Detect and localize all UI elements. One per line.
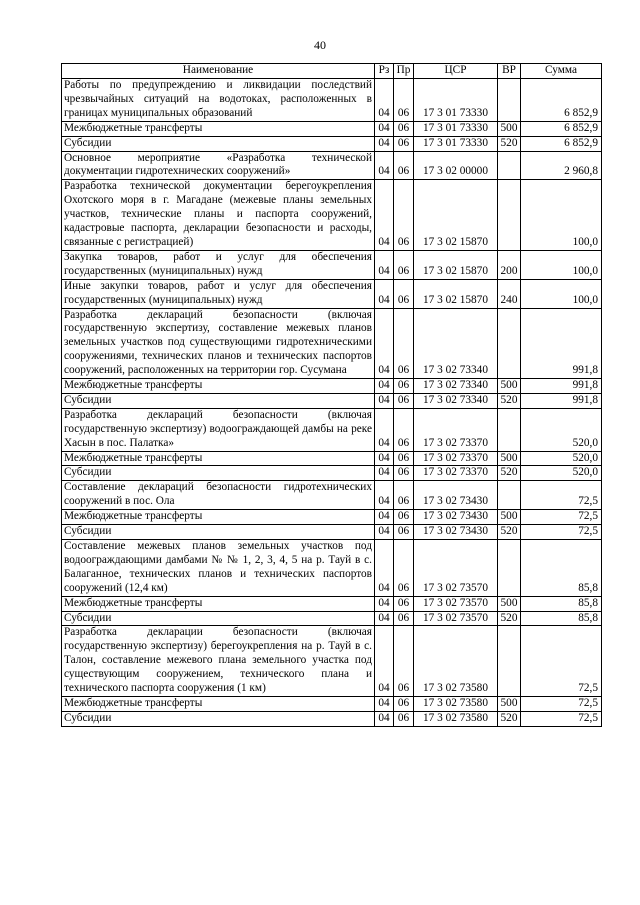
row-name: Разработка деклараций безопасности (включая государственную экспертизу, составление межевых планов земельных участков под существующими гидротехническими сооружениями, технических планов и технических паспортов сооружений, расположенных на территории гор. Сусумана bbox=[62, 308, 375, 379]
row-name: Межбюджетные трансферты bbox=[62, 451, 375, 466]
row-sum: 520,0 bbox=[521, 451, 602, 466]
row-sum: 72,5 bbox=[521, 696, 602, 711]
row-pr: 06 bbox=[394, 481, 414, 510]
row-name: Закупка товаров, работ и услуг для обеспечения государственных (муниципальных) нужд bbox=[62, 250, 375, 279]
row-csr: 17 3 02 15870 bbox=[414, 279, 498, 308]
row-rz: 04 bbox=[375, 79, 394, 122]
row-name: Разработка декларации безопасности (включая государственную экспертизу) берегоукрепления на р. Тауй в с. Талон, составление межевого плана земельного участка под существующим сооружением, технического плана и технического паспорта сооружения (1 км) bbox=[62, 626, 375, 697]
table-row bbox=[62, 308, 602, 379]
row-rz: 04 bbox=[375, 451, 394, 466]
row-csr: 17 3 02 73570 bbox=[414, 540, 498, 597]
row-vr bbox=[498, 79, 521, 122]
row-sum: 100,0 bbox=[521, 180, 602, 251]
row-sum: 520,0 bbox=[521, 466, 602, 481]
budget-table bbox=[61, 63, 602, 727]
row-name: Работы по предупреждению и ликвидации последствий чрезвычайных ситуаций на водотоках, расположенных в границах муниципальных образований bbox=[62, 79, 375, 122]
table-row bbox=[62, 611, 602, 626]
row-vr: 500 bbox=[498, 121, 521, 136]
row-rz: 04 bbox=[375, 250, 394, 279]
table-row bbox=[62, 279, 602, 308]
row-pr: 06 bbox=[394, 79, 414, 122]
row-vr: 200 bbox=[498, 250, 521, 279]
row-name: Субсидии bbox=[62, 393, 375, 408]
row-pr: 06 bbox=[394, 510, 414, 525]
row-vr bbox=[498, 308, 521, 379]
row-vr: 500 bbox=[498, 510, 521, 525]
row-pr: 06 bbox=[394, 136, 414, 151]
row-rz: 04 bbox=[375, 408, 394, 451]
row-rz: 04 bbox=[375, 611, 394, 626]
row-sum: 2 960,8 bbox=[521, 151, 602, 180]
row-sum: 72,5 bbox=[521, 525, 602, 540]
row-csr: 17 3 02 73430 bbox=[414, 481, 498, 510]
row-pr: 06 bbox=[394, 408, 414, 451]
row-pr: 06 bbox=[394, 279, 414, 308]
row-pr: 06 bbox=[394, 626, 414, 697]
table-row bbox=[62, 408, 602, 451]
row-pr: 06 bbox=[394, 308, 414, 379]
row-name: Межбюджетные трансферты bbox=[62, 696, 375, 711]
table-row bbox=[62, 481, 602, 510]
row-sum: 72,5 bbox=[521, 626, 602, 697]
row-csr: 17 3 02 73580 bbox=[414, 711, 498, 726]
row-csr: 17 3 02 15870 bbox=[414, 180, 498, 251]
row-sum: 72,5 bbox=[521, 510, 602, 525]
row-vr: 520 bbox=[498, 393, 521, 408]
row-rz: 04 bbox=[375, 540, 394, 597]
row-rz: 04 bbox=[375, 525, 394, 540]
row-sum: 100,0 bbox=[521, 279, 602, 308]
row-vr bbox=[498, 408, 521, 451]
table-row bbox=[62, 79, 602, 122]
row-sum: 991,8 bbox=[521, 308, 602, 379]
table-body bbox=[62, 79, 602, 727]
header-name: Наименование bbox=[62, 64, 375, 79]
row-name: Межбюджетные трансферты bbox=[62, 510, 375, 525]
table-row bbox=[62, 510, 602, 525]
row-sum: 100,0 bbox=[521, 250, 602, 279]
row-name: Межбюджетные трансферты bbox=[62, 596, 375, 611]
row-pr: 06 bbox=[394, 525, 414, 540]
row-vr bbox=[498, 540, 521, 597]
row-sum: 520,0 bbox=[521, 408, 602, 451]
table-row bbox=[62, 711, 602, 726]
row-rz: 04 bbox=[375, 308, 394, 379]
row-rz: 04 bbox=[375, 151, 394, 180]
row-name: Составление межевых планов земельных участков под водоограждающими дамбами № № 1, 2, 3, 4, 5 на р. Тауй в с. Балаганное, технических планов и технических паспортов сооружений (12,4 км) bbox=[62, 540, 375, 597]
row-rz: 04 bbox=[375, 510, 394, 525]
row-pr: 06 bbox=[394, 596, 414, 611]
row-sum: 85,8 bbox=[521, 611, 602, 626]
row-csr: 17 3 02 73340 bbox=[414, 308, 498, 379]
row-csr: 17 3 02 73340 bbox=[414, 393, 498, 408]
row-pr: 06 bbox=[394, 451, 414, 466]
table-row bbox=[62, 540, 602, 597]
row-csr: 17 3 02 73430 bbox=[414, 525, 498, 540]
row-pr: 06 bbox=[394, 121, 414, 136]
row-sum: 85,8 bbox=[521, 596, 602, 611]
header-rz: Рз bbox=[375, 64, 394, 79]
row-csr: 17 3 01 73330 bbox=[414, 79, 498, 122]
table-row bbox=[62, 250, 602, 279]
row-pr: 06 bbox=[394, 379, 414, 394]
row-csr: 17 3 01 73330 bbox=[414, 121, 498, 136]
row-pr: 06 bbox=[394, 611, 414, 626]
table-row bbox=[62, 121, 602, 136]
row-name: Иные закупки товаров, работ и услуг для обеспечения государственных (муниципальных) нужд bbox=[62, 279, 375, 308]
row-sum: 85,8 bbox=[521, 540, 602, 597]
row-csr: 17 3 02 73570 bbox=[414, 596, 498, 611]
table-header-row bbox=[62, 64, 602, 79]
row-rz: 04 bbox=[375, 136, 394, 151]
row-pr: 06 bbox=[394, 466, 414, 481]
row-rz: 04 bbox=[375, 379, 394, 394]
table-row bbox=[62, 151, 602, 180]
table-row bbox=[62, 451, 602, 466]
row-pr: 06 bbox=[394, 250, 414, 279]
row-csr: 17 3 02 15870 bbox=[414, 250, 498, 279]
row-rz: 04 bbox=[375, 180, 394, 251]
row-vr: 520 bbox=[498, 136, 521, 151]
row-csr: 17 3 02 73370 bbox=[414, 466, 498, 481]
row-rz: 04 bbox=[375, 279, 394, 308]
row-vr bbox=[498, 180, 521, 251]
row-name: Субсидии bbox=[62, 136, 375, 151]
row-vr: 520 bbox=[498, 611, 521, 626]
table-row bbox=[62, 626, 602, 697]
row-name: Межбюджетные трансферты bbox=[62, 379, 375, 394]
row-vr: 500 bbox=[498, 379, 521, 394]
row-vr bbox=[498, 151, 521, 180]
row-rz: 04 bbox=[375, 711, 394, 726]
row-rz: 04 bbox=[375, 481, 394, 510]
row-rz: 04 bbox=[375, 596, 394, 611]
row-csr: 17 3 02 73340 bbox=[414, 379, 498, 394]
row-pr: 06 bbox=[394, 540, 414, 597]
row-pr: 06 bbox=[394, 696, 414, 711]
header-vr: ВР bbox=[498, 64, 521, 79]
row-name: Субсидии bbox=[62, 611, 375, 626]
row-csr: 17 3 02 73580 bbox=[414, 626, 498, 697]
row-sum: 6 852,9 bbox=[521, 136, 602, 151]
table-row bbox=[62, 696, 602, 711]
table-row bbox=[62, 136, 602, 151]
row-pr: 06 bbox=[394, 711, 414, 726]
row-sum: 72,5 bbox=[521, 481, 602, 510]
row-csr: 17 3 02 00000 bbox=[414, 151, 498, 180]
row-csr: 17 3 02 73370 bbox=[414, 408, 498, 451]
row-vr: 240 bbox=[498, 279, 521, 308]
row-name: Межбюджетные трансферты bbox=[62, 121, 375, 136]
row-name: Разработка деклараций безопасности (включая государственную экспертизу) водоограждающей дамбы на реке Хасын в пос. Палатка» bbox=[62, 408, 375, 451]
row-sum: 6 852,9 bbox=[521, 79, 602, 122]
row-sum: 991,8 bbox=[521, 379, 602, 394]
table-row bbox=[62, 393, 602, 408]
row-rz: 04 bbox=[375, 626, 394, 697]
header-csr: ЦСР bbox=[414, 64, 498, 79]
row-vr: 500 bbox=[498, 696, 521, 711]
row-vr bbox=[498, 626, 521, 697]
row-vr: 520 bbox=[498, 711, 521, 726]
table-row bbox=[62, 525, 602, 540]
row-pr: 06 bbox=[394, 393, 414, 408]
row-rz: 04 bbox=[375, 121, 394, 136]
row-pr: 06 bbox=[394, 180, 414, 251]
row-rz: 04 bbox=[375, 696, 394, 711]
row-csr: 17 3 02 73570 bbox=[414, 611, 498, 626]
row-vr: 520 bbox=[498, 466, 521, 481]
row-csr: 17 3 01 73330 bbox=[414, 136, 498, 151]
row-csr: 17 3 02 73580 bbox=[414, 696, 498, 711]
row-vr bbox=[498, 481, 521, 510]
row-sum: 991,8 bbox=[521, 393, 602, 408]
row-vr: 500 bbox=[498, 596, 521, 611]
table-row bbox=[62, 466, 602, 481]
table-row bbox=[62, 180, 602, 251]
row-name: Составление деклараций безопасности гидротехнических сооружений в пос. Ола bbox=[62, 481, 375, 510]
row-name: Субсидии bbox=[62, 466, 375, 481]
page-number: 40 bbox=[314, 38, 326, 52]
row-sum: 6 852,9 bbox=[521, 121, 602, 136]
row-vr: 520 bbox=[498, 525, 521, 540]
row-pr: 06 bbox=[394, 151, 414, 180]
row-sum: 72,5 bbox=[521, 711, 602, 726]
row-name: Субсидии bbox=[62, 525, 375, 540]
header-sum: Сумма bbox=[521, 64, 602, 79]
header-pr: Пр bbox=[394, 64, 414, 79]
row-name: Субсидии bbox=[62, 711, 375, 726]
row-csr: 17 3 02 73430 bbox=[414, 510, 498, 525]
row-name: Разработка технической документации берегоукрепления Охотского моря в г. Магадане (межевые планы земельных участков, технические планы и паспорта сооружений, кадастровые паспорта, декларации безопасности и расходы, связанные с регистрацией) bbox=[62, 180, 375, 251]
row-name: Основное мероприятие «Разработка технической документации гидротехнических сооружений» bbox=[62, 151, 375, 180]
row-rz: 04 bbox=[375, 466, 394, 481]
table-row bbox=[62, 596, 602, 611]
row-csr: 17 3 02 73370 bbox=[414, 451, 498, 466]
row-vr: 500 bbox=[498, 451, 521, 466]
table-row bbox=[62, 379, 602, 394]
row-rz: 04 bbox=[375, 393, 394, 408]
